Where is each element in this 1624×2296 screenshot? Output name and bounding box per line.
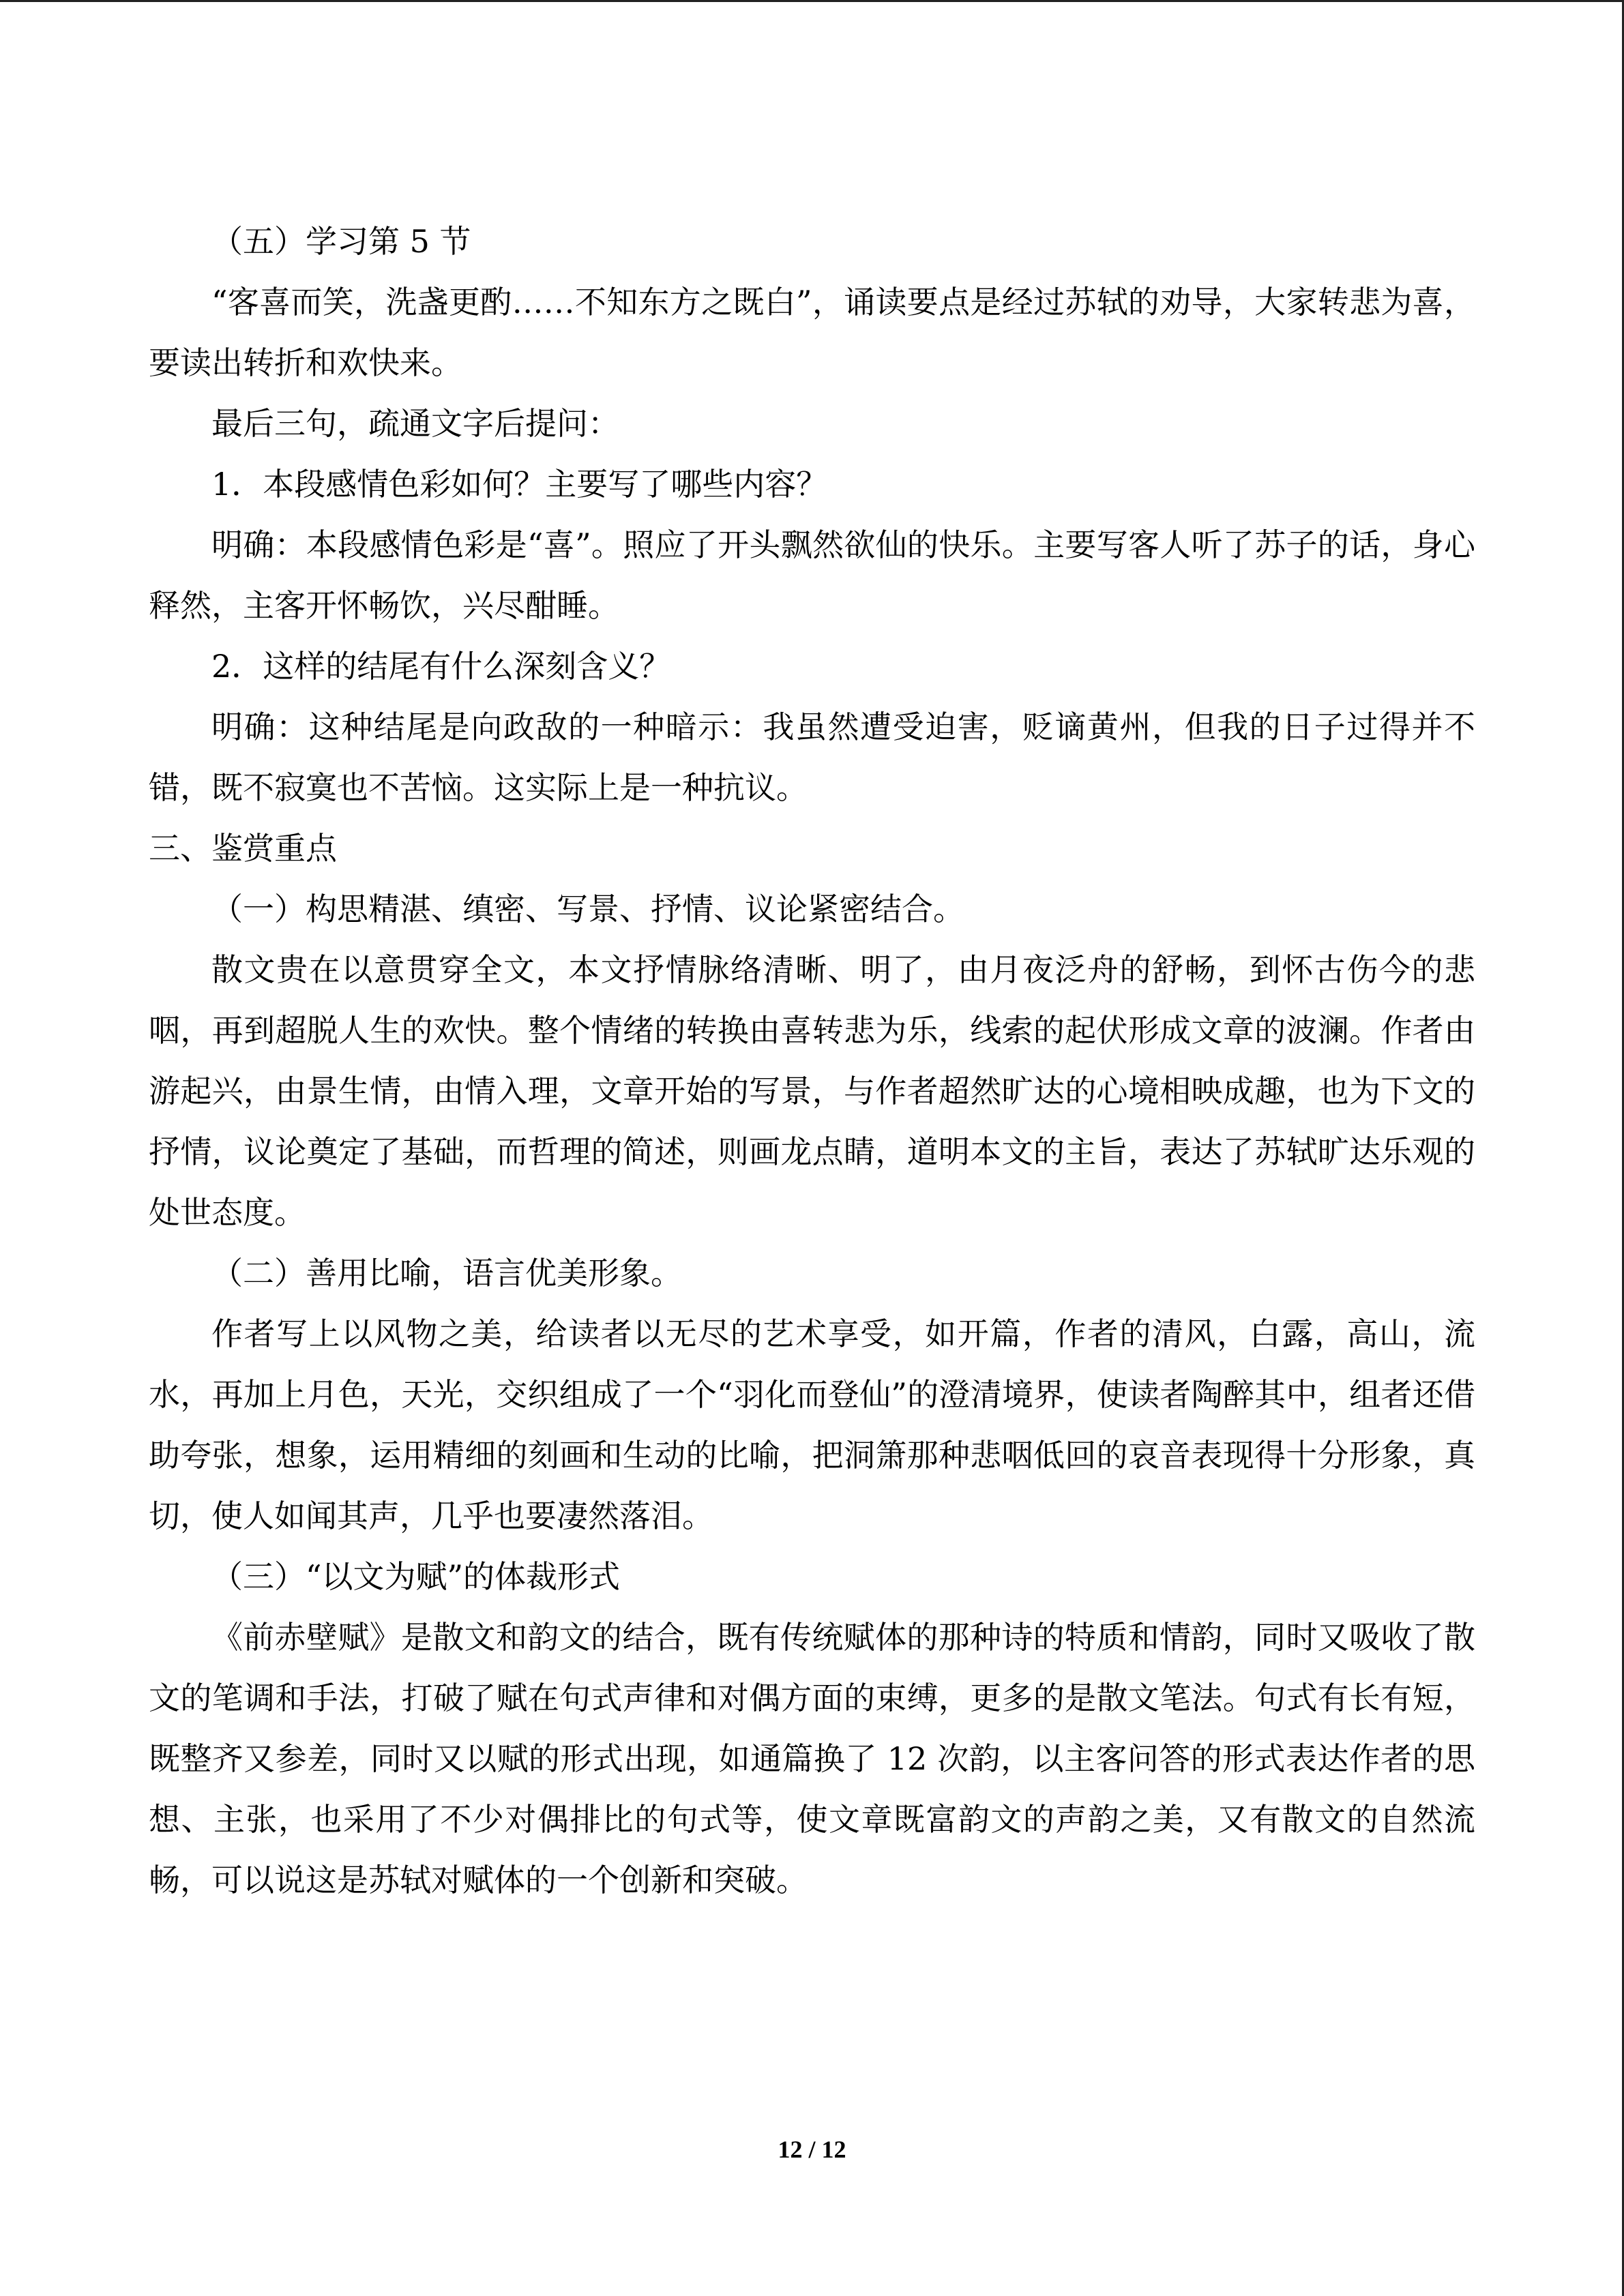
page-number: 12 / 12 bbox=[778, 2136, 846, 2163]
reading-note-paragraph: “客喜而笑，洗盏更酌……不知东方之既白”，诵读要点是经过苏轼的劝导，大家转悲为喜，要读出转折和欢快来。 bbox=[149, 284, 1475, 381]
section-heading-appreciation: 三、鉴赏重点 bbox=[149, 830, 337, 867]
body-paragraph-structure: 散文贵在以意贯穿全文，本文抒情脉络清晰、明了，由月夜泛舟的舒畅，到怀古伤今的悲咽，再到超脱人生的欢快。整个情绪的转换由喜转悲为乐，线索的起伏形成文章的波澜。作者由游起兴，由景生情，由情入理，文章开始的写景，与作者超然旷达的心境相映成趣，也为下文的抒情，议论奠定了基础，而哲理的简述，则画龙点睛，道明本文的主旨，表达了苏轼旷达乐观的处世态度。 bbox=[149, 951, 1475, 1231]
body-paragraph-form: 《前赤壁赋》是散文和韵文的结合，既有传统赋体的那种诗的特质和情韵，同时又吸收了散文的笔调和手法，打破了赋在句式声律和对偶方面的束缚，更多的是散文笔法。句式有长有短，既整齐又参差，同时又以赋的形式出现，如通篇换了 12 次韵，以主客问答的形式表达作者的思想、主张，也采用了不少对偶排比的句式等，使文章既富韵文的声韵之美，又有散文的自然流畅，可以说这是苏轼对赋体的一个创新和突破。 bbox=[149, 1619, 1475, 1898]
question-2: 2．这样的结尾有什么深刻含义？ bbox=[211, 648, 671, 685]
answer-2: 明确：这种结尾是向政敌的一种暗示：我虽然遭受迫害，贬谪黄州，但我的日子过得并不错，既不寂寞也不苦恼。这实际上是一种抗议。 bbox=[149, 709, 1475, 806]
subheading-2: （二）善用比喻，语言优美形象。 bbox=[211, 1255, 682, 1292]
section-heading-5: （五）学习第 5 节 bbox=[211, 223, 471, 260]
subheading-3: （三）“以文为赋”的体裁形式 bbox=[211, 1558, 621, 1595]
page-top-border bbox=[0, 0, 1624, 2]
document-body bbox=[149, 211, 1475, 1911]
answer-1: 明确：本段感情色彩是“喜”。照应了开头飘然欲仙的快乐。主要写客人听了苏子的话，身心释然，主客开怀畅饮，兴尽酣睡。 bbox=[149, 526, 1475, 624]
question-intro-paragraph: 最后三句，疏通文字后提问： bbox=[211, 405, 619, 442]
question-1: 1．本段感情色彩如何？主要写了哪些内容？ bbox=[211, 466, 828, 503]
body-paragraph-language: 作者写上以风物之美，给读者以无尽的艺术享受，如开篇，作者的清风，白露，高山，流水，再加上月色，天光，交织组成了一个“羽化而登仙”的澄清境界，使读者陶醉其中，组者还借助夸张，想象，运用精细的刻画和生动的比喻，把洞箫那种悲咽低回的哀音表现得十分形象，真切，使人如闻其声，几乎也要凄然落泪。 bbox=[149, 1315, 1475, 1534]
subheading-1: （一）构思精湛、缜密、写景、抒情、议论紧密结合。 bbox=[211, 891, 964, 927]
